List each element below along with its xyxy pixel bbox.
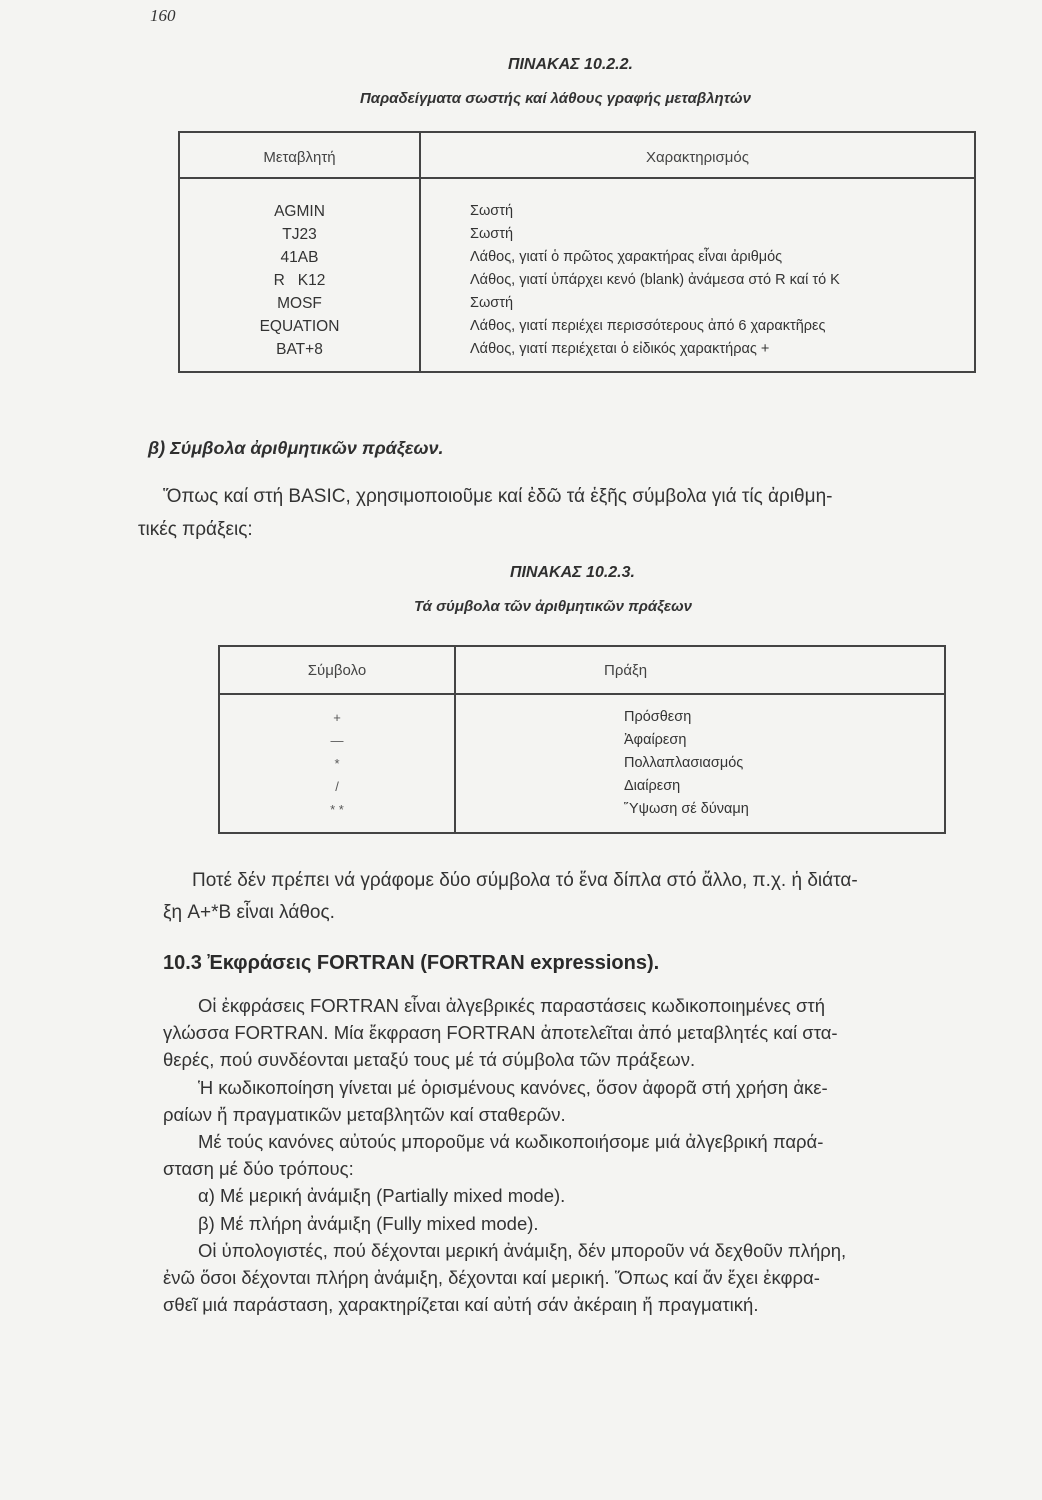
table1-description-cell: Λάθος, γιατί ὑπάρχει κενό (blank) ἀνάμεσα στό R καί τό K <box>470 272 840 288</box>
table1-description-column <box>470 200 974 361</box>
body-line: θερές, πού συνδέονται μεταξύ τους μέ τά σύμβολα τῶν πράξεων. <box>163 1049 696 1071</box>
table1-variable-cell: AGMIN <box>274 203 325 220</box>
section-b-line: τικές πράξεις: <box>138 519 253 540</box>
table1-header-divider <box>180 177 974 179</box>
table2-operation-cell: Πολλαπλασιασμός <box>624 755 744 771</box>
table2-caption: ΠΙΝΑΚΑΣ 10.2.3. <box>510 564 635 581</box>
table2-operation-column <box>624 706 749 821</box>
note-line: Ποτέ δέν πρέπει νά γράφομε δύο σύμβολα τό ἕνα δίπλα στό ἄλλο, π.χ. ἡ διάτα- <box>192 870 858 891</box>
table2-operation-cell: Πρόσθεση <box>624 709 692 725</box>
table2-subtitle: Τά σύμβολα τῶν ἀριθμητικῶν πράξεων <box>414 598 692 615</box>
table2-symbol-cell: * <box>334 756 340 771</box>
table1-variable-cell: MOSF <box>277 295 322 312</box>
section-b-heading: β) Σύμβολα ἀριθμητικῶν πράξεων. <box>148 438 444 458</box>
table2-operation-cell: Ὕψωση σέ δύναμη <box>624 801 749 817</box>
body-line: Οἱ ὑπολογιστές, πού δέχονται μερική ἀνάμιξη, δέν μποροῦν νά δεχθοῦν πλήρη, <box>198 1239 847 1261</box>
table1-description-cell: Σωστή <box>470 295 514 311</box>
body-line: Οἱ ἐκφράσεις FORTRAN εἶναι ἀλγεβρικές παραστάσεις κωδικοποιημένες στή <box>198 995 825 1016</box>
section-10-3-body <box>163 992 1013 1318</box>
table2-column-divider <box>454 647 456 832</box>
table1-description-cell: Σωστή <box>470 226 514 242</box>
body-line: α) Μέ μερική ἀνάμιξη (Partially mixed mode). <box>198 1185 566 1207</box>
table1-variable-cell: BAT+8 <box>276 341 323 358</box>
table1-description-cell: Λάθος, γιατί ὁ πρῶτος χαρακτήρας εἶναι ἀριθμός <box>470 249 783 265</box>
operators-table <box>218 645 946 834</box>
body-line: Μέ τούς κανόνες αὐτούς μποροῦμε νά κωδικοποιήσομε μιά ἀλγεβρική παρά- <box>198 1130 824 1152</box>
table1-description-cell: Σωστή <box>470 203 514 219</box>
table1-caption: ΠΙΝΑΚΑΣ 10.2.2. <box>508 56 633 73</box>
table2-symbol-cell: — <box>330 733 344 748</box>
table2-operation-cell: Ἀφαίρεση <box>624 732 687 748</box>
table1-header-variable: Μεταβλητή <box>263 149 336 166</box>
table1-variable-cell: 41AB <box>280 249 319 266</box>
body-line: β) Μέ πλήρη ἀνάμιξη (Fully mixed mode). <box>198 1212 539 1234</box>
body-line: ραίων ἤ πραγματικῶν μεταβλητῶν καί σταθερῶν. <box>163 1103 566 1125</box>
table2-header-operation: Πράξη <box>604 662 648 679</box>
body-line: σθεῖ μιά παράσταση, χαρακτηρίζεται καί αὐτή σάν ἀκέραιη ἤ πραγματική. <box>163 1294 759 1316</box>
table1-description-cell: Λάθος, γιατί περιέχεται ὁ εἰδικός χαρακτήρας + <box>470 341 770 357</box>
section-10-3-heading: 10.3 Ἐκφράσεις FORTRAN (FORTRAN expressions). <box>163 952 660 974</box>
table1-description-cell: Λάθος, γιατί περιέχει περισσότερους ἀπό 6 χαρακτῆρες <box>470 318 826 334</box>
table1-variable-cell: EQUATION <box>259 318 340 335</box>
table1-header-description: Χαρακτηρισμός <box>646 149 749 166</box>
variables-table <box>178 131 976 373</box>
table2-symbol-cell: * * <box>330 802 344 817</box>
body-line: ἐνῶ ὅσοι δέχονται πλήρη ἀνάμιξη, δέχονται καί μερική. Ὅπως καί ἄν ἔχει ἐκφρα- <box>163 1266 820 1288</box>
table2-symbol-cell: / <box>335 779 339 794</box>
body-line: γλώσσα FORTRAN. Μία ἔκφραση FORTRAN ἀποτελεῖται ἀπό μεταβλητές καί στα- <box>163 1022 838 1044</box>
table2-symbol-cell: + <box>333 710 341 725</box>
page-number: 160 <box>150 6 176 25</box>
table1-variable-column <box>180 200 419 361</box>
section-b-line: Ὅπως καί στή BASIC, χρησιμοποιοῦμε καί ἐδῶ τά ἑξῆς σύμβολα γιά τίς ἀριθμη- <box>163 486 833 507</box>
table2-symbol-column <box>220 706 454 821</box>
table1-column-divider <box>419 133 421 371</box>
body-line: σταση μέ δύο τρόπους: <box>163 1158 354 1180</box>
table1-subtitle: Παραδείγματα σωστής καί λάθους γραφής μεταβλητών <box>360 90 751 107</box>
table2-operation-cell: Διαίρεση <box>624 778 681 794</box>
table2-header-divider <box>220 693 944 695</box>
table1-variable-cell: TJ23 <box>282 226 317 243</box>
table1-variable-cell: R K12 <box>273 272 326 289</box>
body-line: Ἡ κωδικοποίηση γίνεται μέ ὁρισμένους κανόνες, ὅσον ἀφορᾶ στή χρήση ἀκε- <box>198 1076 828 1098</box>
note-line: ξη A+*B εἶναι λάθος. <box>163 902 335 923</box>
table2-header-symbol: Σύμβολο <box>307 662 367 679</box>
